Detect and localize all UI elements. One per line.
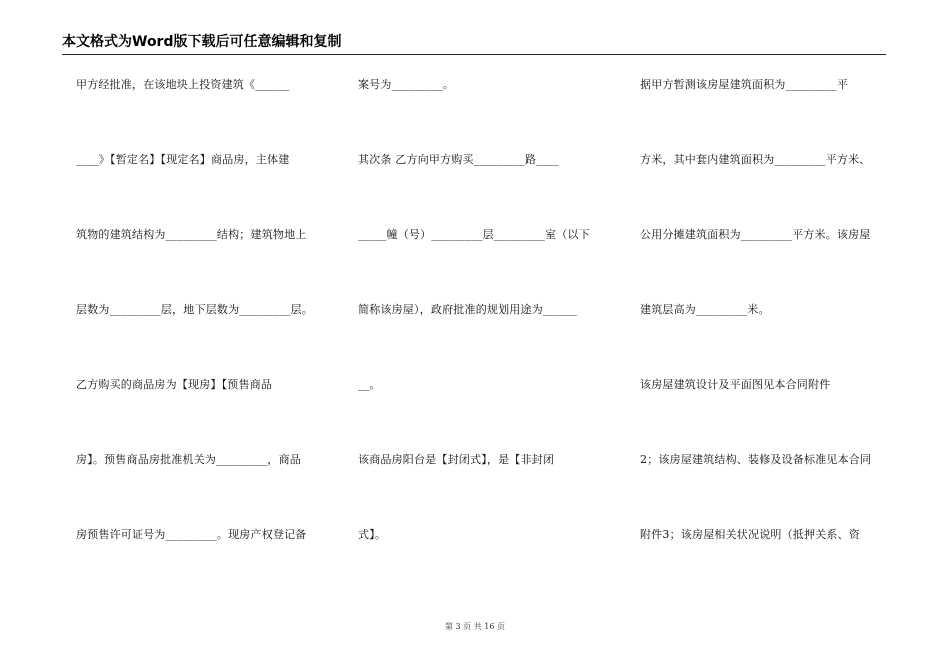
text-line: __。 [358,378,381,391]
text-line: 简称该房屋），政府批准的规划用途为______ [358,303,578,316]
text-line: _____幢（号）_________层_________室（以下 [358,228,590,241]
text-line: 房预售许可证号为_________。现房产权登记备 [76,528,307,541]
text-line: 建筑层高为_________米。 [640,303,770,316]
text-line: 其次条 乙方向甲方购买_________路____ [358,153,559,166]
text-line: 公用分摊建筑面积为_________平方米。该房屋 [640,228,871,241]
document-title: 本文格式为Word版下载后可任意编辑和复制 [62,34,342,50]
text-line: 方米，其中套内建筑面积为_________平方米、 [640,153,871,166]
text-column-3 [640,74,888,599]
text-line: 层数为_________层，地下层数为_________层。 [76,303,313,316]
text-line: 该房屋建筑设计及平面图见本合同附件 [640,378,831,391]
text-line: 乙方购买的商品房为【现房】【预售商品 [76,378,273,391]
text-line: 房】。预售商品房批准机关为_________，商品 [76,453,301,466]
page-number: 第 3 页 共 16 页 [445,622,505,631]
text-line: 该商品房阳台是【封闭式】，是【非封闭 [358,453,555,466]
text-line: 式】。 [358,528,387,541]
text-line: 2；该房屋建筑结构、装修及设备标准见本合同 [640,453,872,466]
page-header [62,34,886,55]
text-column-1 [76,74,324,599]
text-column-2 [358,74,606,599]
text-line: ____》【暂定名】【现定名】商品房，主体建 [76,153,290,166]
text-line: 据甲方暂测该房屋建筑面积为_________平 [640,78,849,91]
text-line: 甲方经批准，在该地块上投资建筑《______ [76,78,290,91]
text-line: 附件3；该房屋相关状况说明（抵押关系、资 [640,528,860,541]
text-line: 筑物的建筑结构为_________结构；建筑物地上 [76,228,307,241]
text-line: 案号为_________。 [358,78,455,91]
